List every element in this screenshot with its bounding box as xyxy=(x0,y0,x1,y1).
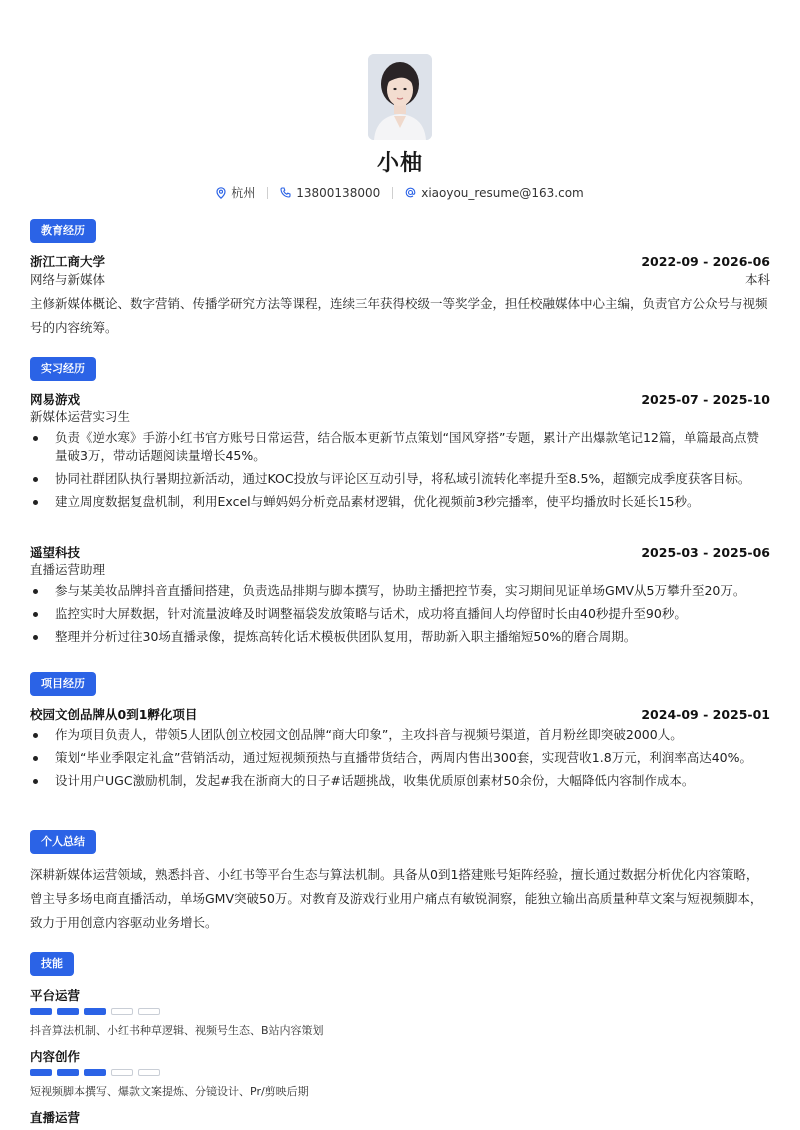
section-tag-projects: 项目经历 xyxy=(30,672,96,696)
profile-photo xyxy=(368,54,432,140)
skill-level-filled xyxy=(57,1008,79,1015)
list-item: 协同社群团队执行暑期拉新活动，通过KOC投放与评论区互动引导，将私域引流转化率提升至8.5%，超额完成季度获客目标。 xyxy=(30,470,770,488)
list-item: 作为项目负责人，带领5人团队创立校园文创品牌“商大印象”，主攻抖音与视频号渠道，首月粉丝即突破2000人。 xyxy=(30,726,770,744)
at-sign-icon xyxy=(405,187,416,198)
internship-dates: 2025-03 - 2025-06 xyxy=(641,545,770,560)
summary-text: 深耕新媒体运营领域，熟悉抖音、小红书等平台生态与算法机制。具备从0到1搭建账号矩阵经验，擅长通过数据分析优化内容策略，曾主导多场电商直播活动，单场GMV突破50万。对教育及游戏行业用户痛点有敏锐洞察，能独立输出高质量种草文案与短视频脚本，致力于用创意内容驱动业务增长。 xyxy=(30,867,763,930)
company-name: 遥望科技 xyxy=(30,545,81,560)
section-tag-skills: 技能 xyxy=(30,952,74,976)
skill-name: 内容创作 xyxy=(30,1049,81,1064)
project-dates: 2024-09 - 2025-01 xyxy=(641,707,770,722)
skill-name: 平台运营 xyxy=(30,988,81,1003)
list-item: 负责《逆水寒》手游小红书官方账号日常运营，结合版本更新节点策划“国风穿搭”专题，累计产出爆款笔记12篇，单篇最高点赞量破3万，带动话题阅读量增长45%。 xyxy=(30,429,770,465)
skill-description: 短视频脚本撰写、爆款文案提炼、分镜设计、Pr/剪映后期 xyxy=(30,1085,309,1098)
contact-phone: 13800138000 xyxy=(280,186,380,200)
contact-divider xyxy=(392,187,393,199)
section-tag-education: 教育经历 xyxy=(30,219,96,243)
major: 网络与新媒体 xyxy=(30,272,106,287)
skill-level-empty xyxy=(111,1008,133,1015)
skill-level-filled xyxy=(30,1008,52,1015)
project-header xyxy=(30,706,770,724)
list-item: 监控实时大屏数据，针对流量波峰及时调整福袋发放策略与话术，成功将直播间人均停留时长由40秒提升至90秒。 xyxy=(30,605,770,623)
list-item: 建立周度数据复盘机制，利用Excel与蝉妈妈分析竞品素材逻辑，优化视频前3秒完播率，使平均播放时长延长15秒。 xyxy=(30,493,770,511)
education-description: 主修新媒体概论、数字营销、传播学研究方法等课程，连续三年获得校级一等奖学金，担任校融媒体中心主编，负责官方公众号与视频号的内容统筹。 xyxy=(30,296,768,335)
school-name: 浙江工商大学 xyxy=(30,254,106,269)
phone-icon xyxy=(280,187,291,198)
education-dates: 2022-09 - 2026-06 xyxy=(641,254,770,269)
list-item: 参与某美妆品牌抖音直播间搭建，负责选品排期与脚本撰写，协助主播把控节奏，实习期间见证单场GMV从5万攀升至20万。 xyxy=(30,582,770,600)
contact-city: 杭州 xyxy=(216,184,255,201)
skill-level-bar xyxy=(30,1008,160,1015)
education-subheader xyxy=(30,271,770,289)
contact-divider xyxy=(267,187,268,199)
internship-bullets xyxy=(30,582,770,646)
skill-level-empty xyxy=(111,1069,133,1076)
section-tag-internships: 实习经历 xyxy=(30,357,96,381)
contact-info xyxy=(0,184,800,201)
skill-level-filled xyxy=(57,1069,79,1076)
company-name: 网易游戏 xyxy=(30,392,81,407)
candidate-name: 小柚 xyxy=(376,151,423,176)
contact-email: xiaoyou_resume@163.com xyxy=(405,186,584,200)
internship-header xyxy=(30,391,770,409)
skill-name: 直播运营 xyxy=(30,1110,81,1125)
list-item: 策划“毕业季限定礼盒”营销活动，通过短视频预热与直播带货结合，两周内售出300套，实现营收1.8万元，利润率高达40%。 xyxy=(30,749,770,767)
location-pin-icon xyxy=(216,187,226,199)
list-item: 设计用户UGC激励机制，发起#我在浙商大的日子#话题挑战，收集优质原创素材50余份，大幅降低内容制作成本。 xyxy=(30,772,770,790)
degree: 本科 xyxy=(744,272,770,287)
skill-level-filled xyxy=(84,1008,106,1015)
skill-description: 抖音算法机制、小红书种草逻辑、视频号生态、B站内容策划 xyxy=(30,1024,324,1037)
skill-level-filled xyxy=(84,1069,106,1076)
skill-level-bar xyxy=(30,1069,160,1076)
education-header xyxy=(30,253,770,271)
internship-bullets xyxy=(30,429,770,511)
list-item: 整理并分析过往30场直播录像，提炼高转化话术模板供团队复用，帮助新入职主播缩短50%的磨合周期。 xyxy=(30,628,770,646)
skill-level-filled xyxy=(30,1069,52,1076)
skill-level-empty xyxy=(138,1008,160,1015)
internship-header xyxy=(30,544,770,562)
skill-level-empty xyxy=(138,1069,160,1076)
section-tag-summary: 个人总结 xyxy=(30,830,96,854)
internship-dates: 2025-07 - 2025-10 xyxy=(641,392,770,407)
project-title: 校园文创品牌从0到1孵化项目 xyxy=(30,707,198,722)
internship-role: 新媒体运营实习生 xyxy=(30,409,131,424)
internship-role: 直播运营助理 xyxy=(30,562,106,577)
project-bullets xyxy=(30,726,770,790)
